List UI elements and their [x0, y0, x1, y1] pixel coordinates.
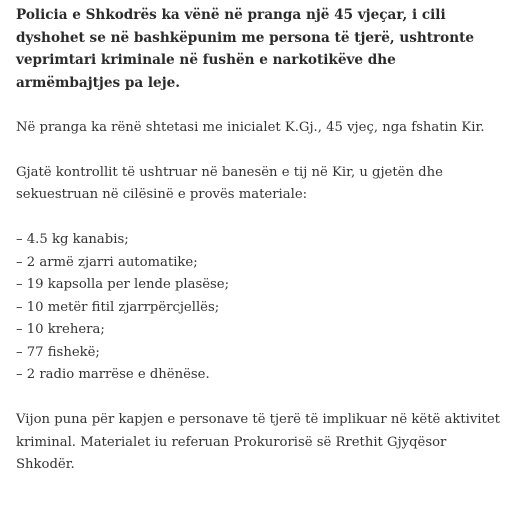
article-lead: Policia e Shkodrës ka vënë në pranga një 45 vjeçar, i cili dyshohet se në bashkëpunim me persona të tjerë, ushtronte veprimtari kriminale në fushën e narkotikëve dhe armëmbajtjes pa leje. [16, 7, 475, 91]
spacer [16, 139, 504, 162]
list-item: – 10 krehera; [16, 322, 105, 337]
spacer [16, 387, 504, 410]
list-item: – 19 kapsolla per lende plasëse; [16, 277, 230, 292]
closing-paragraph: Vijon puna për kapjen e personave të tjerë të implikuar në këtë aktivitet kriminal. Materialet iu referuan Prokurorisë së Rrethit Gjyqësor Shkodër. [16, 412, 500, 472]
list-item: – 4.5 kg kanabis; [16, 232, 129, 247]
spacer [16, 207, 504, 230]
seized-items-list [16, 229, 504, 387]
spacer [16, 94, 504, 117]
search-paragraph: Gjatë kontrollit të ushtruar në banesën e tij në Kir, u gjetën dhe sekuestruan në cilësinë e provës materiale: [16, 164, 443, 202]
arrest-paragraph: Në pranga ka rënë shtetasi me inicialet K.Gj., 45 vjeç, nga fshatin Kir. [16, 119, 485, 135]
list-item: – 77 fishekë; [16, 344, 100, 360]
list-item: – 2 radio marrëse e dhënëse. [16, 367, 210, 382]
list-item: – 2 armë zjarri automatike; [16, 254, 198, 270]
list-item: – 10 metër fitil zjarrpërcjellës; [16, 299, 220, 315]
